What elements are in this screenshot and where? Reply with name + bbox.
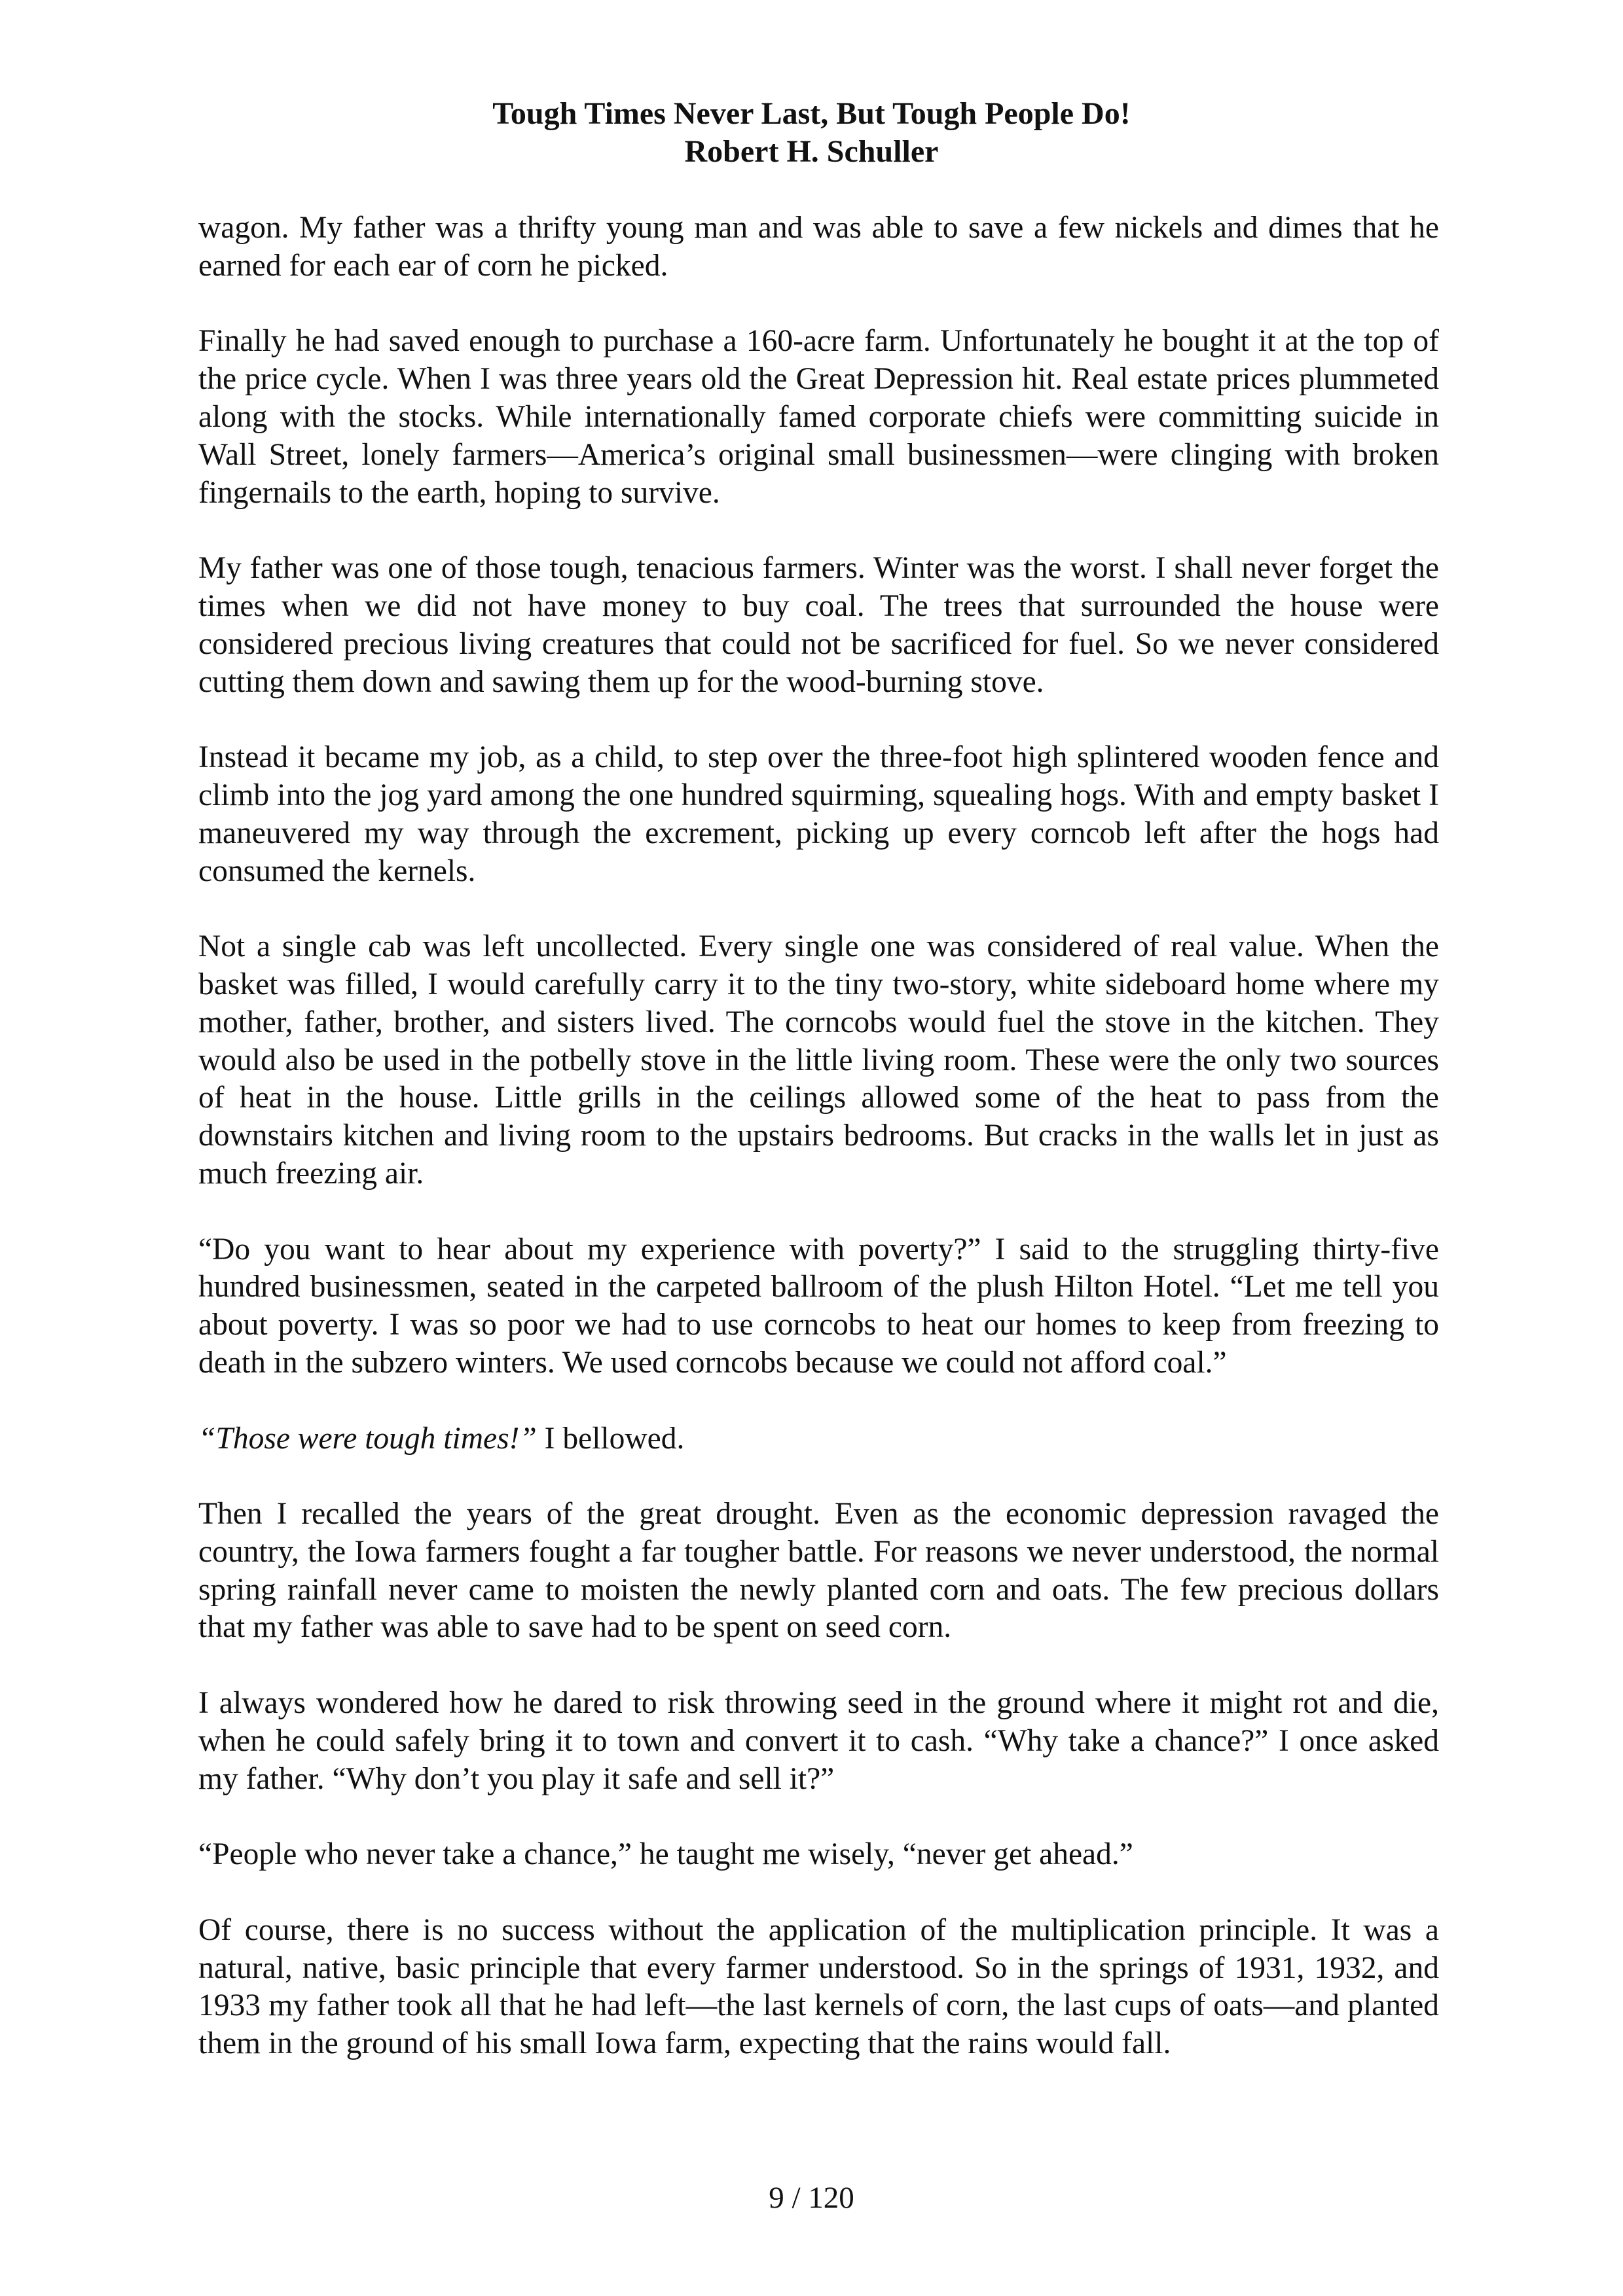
body-text <box>198 209 1439 2063</box>
quote-italic: “Those were tough times!” <box>198 1421 537 1456</box>
paragraph: Of course, there is no success without the application of the multiplication principle. It was a natural, native, basic principle that every farmer understood. So in the springs of 1931, 1932, and 1933 my father took all that he had left—the last kernels of corn, the last cups of oats—and planted them in the ground of his small Iowa farm, expecting that the rains would fall. <box>198 1912 1439 2061</box>
paragraph: Finally he had saved enough to purchase a 160-acre farm. Unfortunately he bought it at the top of the price cycle. When I was three years old the Great Depression hit. Real estate prices plummeted along with the stocks. While internationally famed corporate chiefs were committing suicide in Wall Street, lonely farmers—America’s original small businessmen—were clinging with broken fingernails to the earth, hoping to survive. <box>198 324 1439 510</box>
paragraph: “Do you want to hear about my experience with poverty?” I said to the struggling thirty-five hundred businessmen, seated in the carpeted ballroom of the plush Hilton Hotel. “Let me tell you about poverty. I was so poor we had to use corncobs to heat our homes to keep from freezing to death in the subzero winters. We used corncobs because we could not afford coal.” <box>198 1232 1439 1380</box>
paragraph: “People who never take a chance,” he taught me wisely, “never get ahead.” <box>198 1837 1133 1872</box>
page-number: 9 / 120 <box>769 2181 854 2215</box>
paragraph: Instead it became my job, as a child, to step over the three-foot high splintered wooden fence and climb into the jog yard among the one hundred squirming, squealing hogs. With and empty basket I maneuvered my way through the excrement, picking up every corncob left after the hogs had consumed the kernels. <box>198 740 1439 888</box>
paragraph: Not a single cab was left uncollected. Every single one was considered of real value. When the basket was filled, I would carefully carry it to the tiny two-story, white sideboard home where my mother, father, brother, and sisters lived. The corncobs would fuel the stove in the kitchen. They would also be used in the potbelly stove in the little living room. These were the only two sources of heat in the house. Little grills in the ceilings allowed some of the heat to pass from the downstairs kitchen and living room to the upstairs bedrooms. But cracks in the walls let in just as much freezing air. <box>198 929 1439 1191</box>
quote-paragraph <box>198 1420 1439 1458</box>
quote-plain: I bellowed. <box>536 1421 685 1456</box>
book-title: Tough Times Never Last, But Tough People Do! <box>492 96 1131 131</box>
page-header <box>0 95 1623 171</box>
paragraph: Then I recalled the years of the great drought. Even as the economic depression ravaged the country, the Iowa farmers fought a far tougher battle. For reasons we never understood, the normal spring rainfall never came to moisten the newly planted corn and oats. The few precious dollars that my father was able to save had to be spent on seed corn. <box>198 1497 1439 1645</box>
paragraph: My father was one of those tough, tenacious farmers. Winter was the worst. I shall never forget the times when we did not have money to buy coal. The trees that surrounded the house were considered precious living creatures that could not be sacrificed for fuel. So we never considered cutting them down and sawing them up for the wood-burning stove. <box>198 551 1439 699</box>
paragraph: I always wondered how he dared to risk throwing seed in the ground where it might rot and die, when he could safely bring it to town and convert it to cash. “Why take a chance?” I once asked my father. “Why don’t you play it safe and sell it?” <box>198 1686 1439 1796</box>
paragraph: wagon. My father was a thrifty young man and was able to save a few nickels and dimes that he earned for each ear of corn he picked. <box>198 211 1439 283</box>
book-author: Robert H. Schuller <box>684 134 939 169</box>
